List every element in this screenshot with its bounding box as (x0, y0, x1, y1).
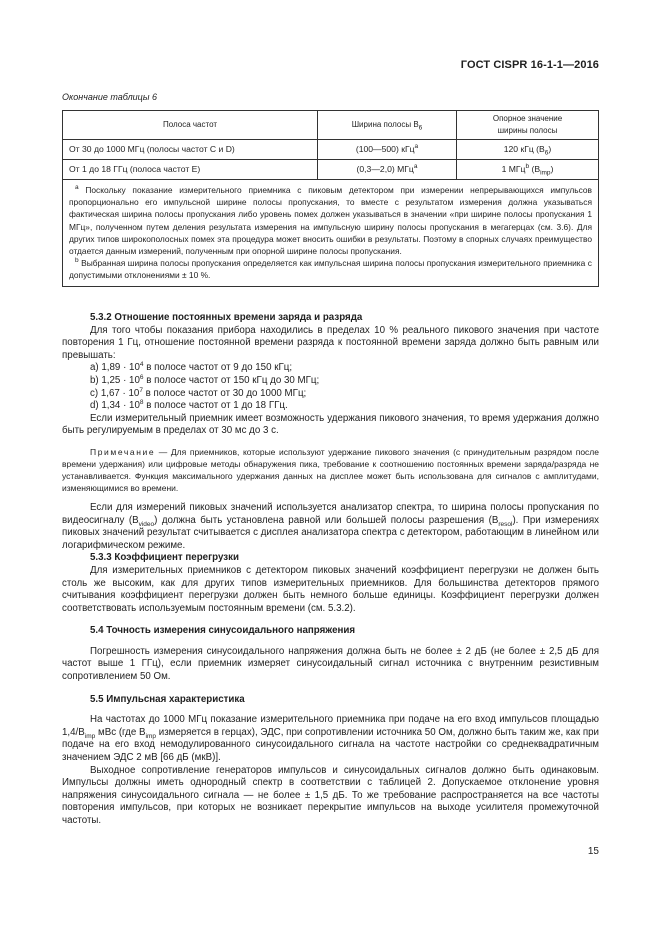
list-item: a) $1,89 \cdot 10^4$ в полосе частот от 9 до 150 кГц; (90, 361, 293, 374)
table-caption: Окончание таблицы 6 (62, 92, 157, 102)
document-header: ГОСТ CISPR 16-1-1—2016 (460, 59, 599, 71)
list-item: b) $1,25 \cdot 10^6$ в полосе частот от 150 кГц до 30 МГц; (90, 373, 320, 386)
document-body (62, 312, 599, 828)
table-header-row (63, 111, 599, 140)
paragraph: На частотах до 1000 МГц показание измерительного приемника при подаче на его вход импульсов площадью $1,4/B_{imp}$ мВс (где $B_{imp}$ измеряется в герцах), ЭДС, при сопротивлении источника 50 Ом, должно быть таким же, как при подаче на его вход немодулированного синусоидального сигнала на частоте настройки со среднеквадратичным значением ЭДС 2 мВ [66 дБ (мкВ)]. (62, 714, 599, 764)
cell-reference: 120 кГц $(B_6)$ (457, 140, 599, 160)
note-label: Примечание (90, 446, 156, 457)
table-row (63, 160, 599, 180)
table-6 (62, 110, 599, 287)
paragraph: Для того чтобы показания прибора находились в пределах 10 % реального пикового значения при частоте повторения 1 Гц, отношение постоянной времени разряда к постоянной времени заряда должно быть равным или превышать: (62, 324, 599, 361)
note-paragraph: Примечание — Для приемников, которые используют удержание пикового значения (с принудительным разрядом после времени удержания) или цифровые методы обнаружения пика, требование к соотношению постоянных времени заряда/разряда не устанавливается. Функция максимального удержания данных на дисплее может быть использована для сигналов с амплитудами, изменяющимися во времени. (62, 446, 599, 493)
paragraph: Если для измерений пиковых значений используется анализатор спектра, то ширина полосы пропускания по видеосигналу $(B_{video})$ должна быть установлена равной или большей полосы разрешения $(B_{resol})$. При измерениях пиковых значений результат считывается с дисплея анализатора спектра с детектором, работающим в линейном или логарифмическом режиме. (62, 501, 600, 551)
section-heading-5-3-3: 5.3.3 Коэффициент перегрузки (90, 552, 239, 564)
section-heading-5-3-2: 5.3.2 Отношение постоянных времени заряда и разряда (90, 312, 363, 323)
cell-band: От 1 до 18 ГГц (полоса частот Е) (63, 160, 318, 180)
cell-bandwidth: (0,3—2,0) МГц$^a$ (318, 160, 457, 180)
col-header-bandwidth: Ширина полосы $B_6$ (318, 111, 457, 140)
list-item: d) $1,34 \cdot 10^8$ в полосе частот от 1 до 18 ГГц. (90, 398, 288, 412)
table-row (63, 140, 599, 160)
footnote-b: $^b$ Выбранная ширина полосы пропускания определяется как импульсная ширина полосы пропускания измерительного приемника с допустимыми отклонениями ± 10 %. (69, 257, 592, 281)
col-header-reference: Опорное значение ширины полосы (457, 111, 599, 140)
footnote-a: $^a$ Поскольку показание измерительного приемника с пиковым детектором при измерении непрерывающихся импульсов пропорционально его импульсной ширине полосы пропускания, то вместе с результатом измерения должна указываться фактическая ширина полосы пропускания либо уровень помех должен указываться в значении «при ширине полосы пропускания 1 МГц», полученном путем деления результата измерения на импульсную ширину полосы пропускания в мегагерцах (см. 3.6). Для других типов широкополосных помех эта процедура может вносить ошибки в результаты. Поэтому в спорных случаях преимущество отдается данным измерений, полученным при опорной ширине полосы пропускания. (69, 184, 592, 257)
page-number: 15 (587, 846, 599, 857)
paragraph: Если измерительный приемник имеет возможность удержания пикового значения, то время удержания должно быть регулируемым в пределах от 30 мс до 3 с. (62, 412, 599, 437)
cell-reference: 1 МГц$^b$ $(B_{imp})$ (457, 160, 599, 180)
cell-bandwidth: (100—500) кГц$^a$ (318, 140, 457, 160)
col-header-band: Полоса частот (63, 111, 318, 140)
paragraph: Для измерительных приемников с детектором пиковых значений коэффициент перегрузки не должен быть столь же высоким, как для других типов измерительных приемников. Для большинства детекторов прямого считывания коэффициент перегрузки должен быть немного больше единицы. Коэффициент перегрузки должен соответствовать используемым постоянным времени (см. 5.3.2). (62, 564, 599, 614)
section-heading-5-5: 5.5 Импульсная характеристика (90, 693, 245, 705)
paragraph: Погрешность измерения синусоидального напряжения должна быть не более ± 2 дБ (не более ± 2,5 дБ для частот выше 1 ГГц), если приемник измеряет синусоидальный сигнал источника с внутренним резистивным сопротивлением 50 Ом. (62, 645, 599, 683)
table-footnotes (63, 180, 599, 287)
cell-band: От 30 до 1000 МГц (полосы частот С и D) (63, 140, 318, 160)
paragraph: Выходное сопротивление генераторов импульсов и синусоидальных сигналов должно быть одинаковым. Импульсы должны иметь однородный спектр в соответствии с таблицей 2. Допускаемое отклонение уровня напряжения синусоидального сигнала — не более ± 1,5 дБ. То же требование распространяется на все частоты повторения импульсов, при которых не возникает перекрытие импульсов на выходе усилителя промежуточной частоты. (62, 764, 599, 826)
list-item: c) $1,67 \cdot 10^7$ в полосе частот от 30 до 1000 МГц; (90, 386, 307, 399)
table-notes-row (63, 180, 599, 287)
section-heading-5-4: 5.4 Точность измерения синусоидального напряжения (90, 625, 356, 637)
